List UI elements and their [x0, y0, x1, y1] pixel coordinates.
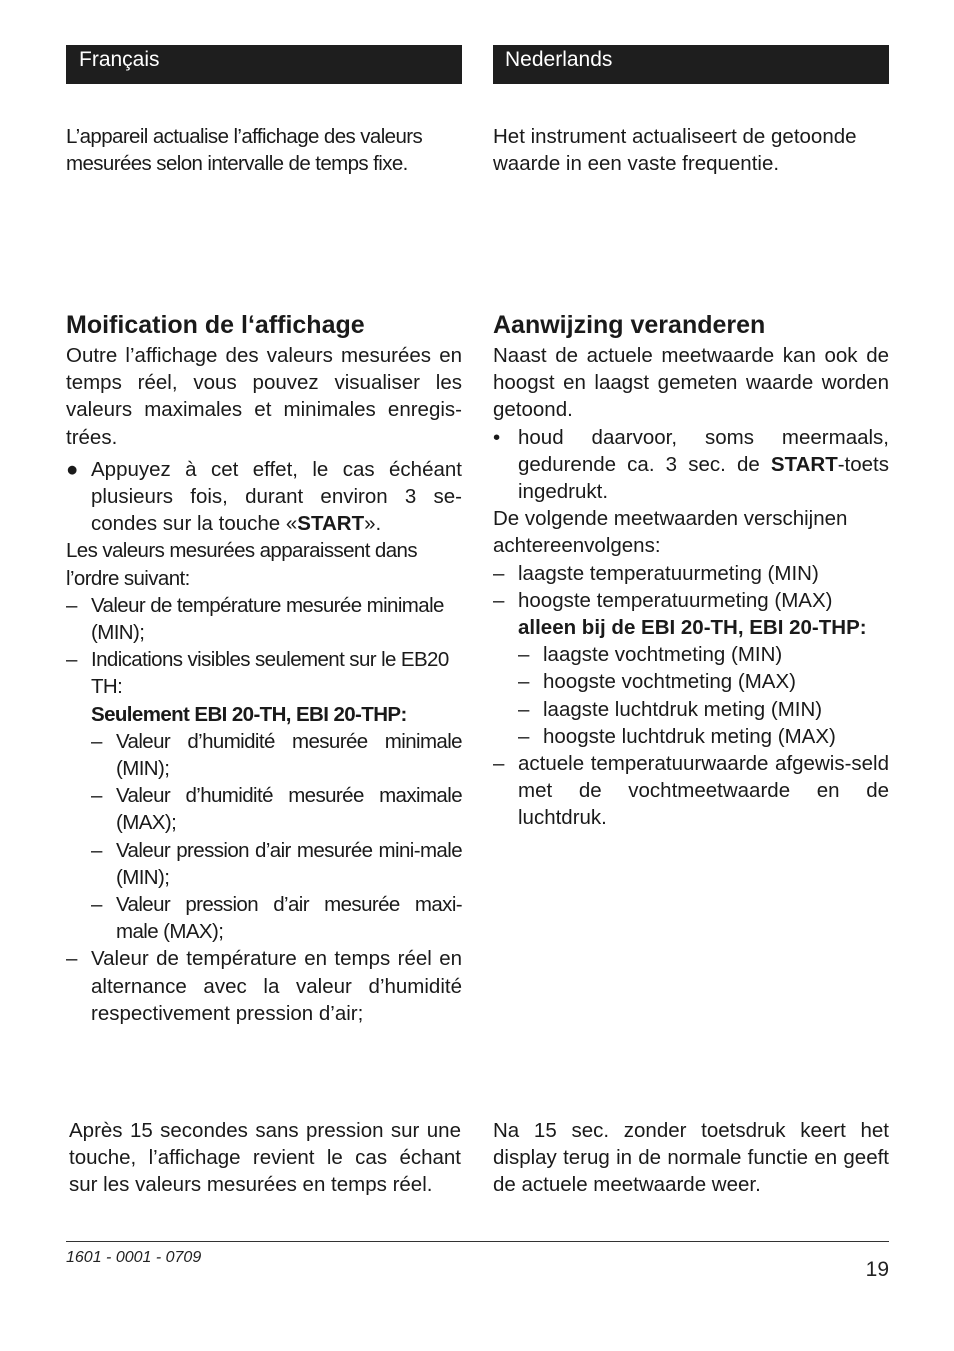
list-item — [493, 560, 889, 587]
dash-marker: – — [493, 561, 505, 585]
bullet-item — [493, 424, 889, 506]
sub-list-item-text: Valeur d’humidité mesurée maximale (MAX); — [116, 784, 462, 835]
start-key-label: START — [770, 452, 838, 476]
only-models-label: Seulement EBI 20-TH, EBI 20-THP: — [91, 702, 407, 726]
language-label: Nederlands — [505, 48, 613, 71]
sub-list-item-text: laagste luchtdruk meting (MIN) — [543, 697, 823, 721]
sub-list-item — [91, 782, 462, 836]
paragraph: Les valeurs mesurées apparaissent dans l’ordre suivant: — [66, 539, 417, 590]
sub-list-item — [91, 837, 462, 891]
intro-text: L’appareil actualise l’affichage des valeurs mesurées selon intervalle de temps fixe. — [66, 125, 423, 176]
section-heading: Aanwijzing veranderen — [493, 311, 766, 339]
sub-list-item-text: Valeur d’humidité mesurée minimale (MIN); — [116, 729, 462, 781]
intro-french — [66, 123, 462, 177]
dash-marker: – — [91, 784, 102, 808]
sub-list-item-text: laagste vochtmeting (MIN) — [543, 643, 783, 667]
dash-marker: – — [91, 893, 102, 917]
sub-list-item-text: hoogste luchtdruk meting (MAX) — [543, 724, 836, 748]
section-dutch — [493, 308, 889, 832]
language-header-french — [66, 45, 462, 84]
list-item-text: Indications visibles seulement sur le EB20 TH: — [91, 648, 449, 699]
bullet-marker: • — [493, 425, 501, 449]
paragraph: De volgende meetwaarden verschijnen achtereenvolgens: — [493, 507, 848, 558]
document-code: 1601 - 0001 - 0709 — [66, 1249, 202, 1266]
bottom-note-french — [69, 1117, 461, 1199]
list-item-text: laagste temperatuurmeting (MIN) — [518, 561, 819, 585]
bullet-text: houd daarvoor, soms meermaals, gedurende ca. 3 sec. de — [518, 425, 889, 476]
paragraph: Naast de actuele meetwaarde kan ook de hoogst en laagst gemeten waarde worden getoond. — [493, 344, 889, 422]
bullet-text-end: ». — [364, 512, 382, 536]
bottom-note-dutch — [493, 1117, 889, 1199]
sub-list-item — [91, 891, 462, 945]
list-item — [66, 945, 462, 1027]
dash-marker: – — [493, 588, 505, 612]
bullet-text-end: -toets ingedrukt. — [518, 452, 889, 504]
dash-marker: – — [91, 729, 102, 753]
dash-marker: – — [66, 593, 77, 617]
section-heading: Moification de l‘affichage — [66, 311, 365, 339]
sub-list-item-text: hoogste vochtmeting (MAX) — [543, 670, 796, 694]
dash-marker: – — [66, 947, 78, 971]
bottom-text: Après 15 secondes sans pression sur une touche, l’affichage revient le cas échant sur les valeurs mesurées en temps réel. — [69, 1119, 461, 1197]
list-item — [493, 750, 889, 832]
start-key-label: START — [297, 512, 365, 536]
dash-marker: – — [493, 752, 505, 776]
sub-list-item — [518, 668, 889, 695]
paragraph: Outre l’affichage des valeurs mesurées en temps réel, vous pouvez visualiser les valeurs maximales et minimales enregis-trées. — [66, 344, 462, 449]
language-header-dutch — [493, 45, 889, 84]
list-item-text: actuele temperatuurwaarde afgewis-seld met de vochtmeetwaarde en de luchtdruk. — [518, 752, 889, 830]
intro-dutch — [493, 123, 889, 177]
sub-list-item — [518, 723, 889, 750]
bullet-text: Appuyez à cet effet, le cas échéant plusieurs fois, durant environ 3 se-condes sur la touche « — [91, 457, 462, 536]
dash-marker: – — [518, 643, 530, 667]
dash-marker: – — [66, 648, 77, 672]
sub-list-item-text: Valeur pression d’air mesurée maxi-male (MAX); — [116, 893, 462, 944]
list-item-text: hoogste temperatuurmeting (MAX) — [518, 588, 833, 612]
dash-marker: – — [91, 838, 102, 862]
sub-list-item — [518, 641, 889, 668]
dash-marker: – — [518, 670, 530, 694]
only-models-label: alleen bij de EBI 20-TH, EBI 20-THP: — [518, 616, 867, 640]
sub-list-item — [518, 696, 889, 723]
list-item — [66, 592, 462, 646]
dash-marker: – — [518, 724, 530, 748]
bullet-marker: ● — [66, 457, 79, 481]
sub-list-item-text: Valeur pression d’air mesurée mini-male (MIN); — [116, 838, 462, 889]
list-item-text: Valeur de température mesurée minimale (MIN); — [91, 593, 444, 645]
dash-marker: – — [518, 697, 530, 721]
bullet-item — [66, 456, 462, 538]
intro-text: Het instrument actualiseert de getoonde waarde in een vaste frequentie. — [493, 125, 857, 176]
list-item-text: Valeur de température en temps réel en alternance avec la valeur d’humidité respectivement pression d’air; — [91, 947, 462, 1025]
footer-divider — [66, 1241, 889, 1242]
page-number: 19 — [865, 1258, 889, 1281]
list-item — [66, 646, 462, 700]
bottom-text: Na 15 sec. zonder toetsdruk keert het display terug in de normale functie en geeft de actuele meetwaarde weer. — [493, 1119, 889, 1197]
section-french — [66, 308, 462, 1027]
sub-list-item — [91, 728, 462, 782]
language-label: Français — [79, 48, 160, 71]
list-item — [493, 587, 889, 614]
